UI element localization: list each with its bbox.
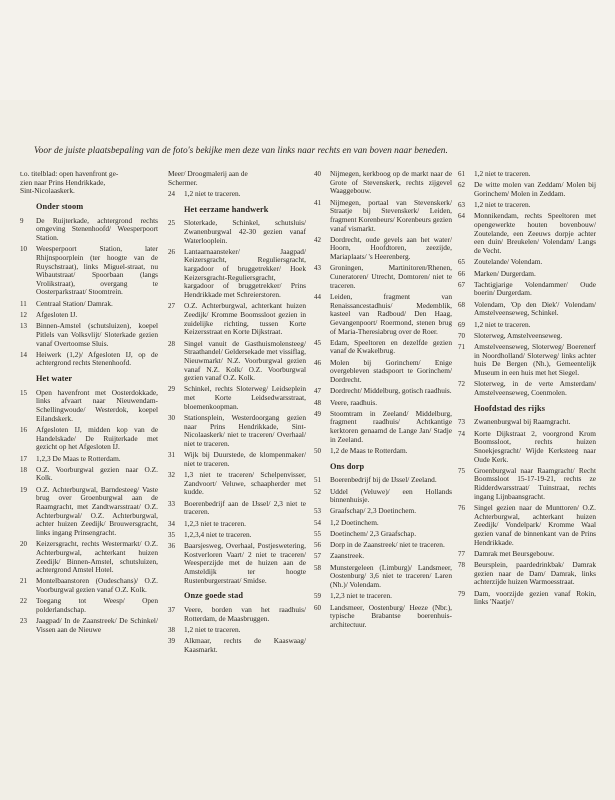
caption-text: Dorp in de Zaanstreek/ niet te traceren. [330,540,445,550]
caption-entry [314,530,452,539]
page-number: 16 [20,425,27,434]
page-number: 47 [314,387,321,396]
top-blank-margin [0,0,615,100]
caption-text: Alkmaar, rechts de Kaaswaag/ Kaasmarkt. [184,636,306,654]
caption-text: Lantaarnaansteker/ Jaagpad/ Keizersgracht, Reguliersgracht, kargadoor of bruggetrekker/ Hoek Keizersgracht-Reguliersgracht, kargadoor of bruggetrekker/ Prins Hendrikkade met Schreierstoren. [184,246,306,300]
caption-text: Veere, raadhuis. [330,397,378,407]
caption-entry [458,504,596,547]
caption-entry [458,201,596,210]
caption-line: Schermer. [168,177,198,187]
caption-entry [20,617,158,634]
page-number: 62 [458,181,465,190]
page-number: 20 [20,540,27,549]
page-number: 29 [168,385,175,394]
caption-text: Singel gezien naar de Munttoren/ O.Z. Achterburgwal, achterkant huizen Zeedijk/ Vondelpark/ Kromme Waal gezien vanaf de binnenkant van de Prins Hendrikkade. [474,502,596,547]
caption-text: Centraal Station/ Damrak. [36,298,113,308]
caption-entry [20,577,158,594]
page-number: 60 [314,603,321,612]
caption-entry [314,387,452,396]
page-number: 21 [20,577,27,586]
caption-text: Monnikendam, rechts Speeltoren met opengewerkte houten bovenbouw/ Zoutelande, een Zeeuws dorpje achter een duin/ Breukelen/ Volendam/ Langs de Vecht. [474,211,596,256]
caption-text: Damrak met Beursgebouw. [474,548,555,558]
caption-text: Groenburgwal naar Raamgracht/ Recht Boomssloot 15-17-19-21, rechts ze Ridderdwarsstraat/ Tuinstraat, rechts ingang Lijnbaansgracht. [474,465,596,501]
caption-entry [314,592,452,601]
page-number: 79 [458,589,465,598]
page-number: 17 [20,454,27,463]
caption-entry [168,340,306,383]
page-number: 52 [314,487,321,496]
page-number: 45 [314,338,321,347]
page-number: 36 [168,542,175,551]
page-number: 46 [314,358,321,367]
caption-text: Boerenbedrijf aan de IJssel/ 2,3 niet te traceren. [184,498,306,517]
caption-entry [20,466,158,483]
caption-text: Keizersgracht, rechts Westermarkt/ O.Z. Achterburgwal, achterkant huizen Zeedijk/ Binnen-Amstel, schutsluizen, achtergrond Amstel Hotel. [36,539,158,575]
column-2 [168,170,306,657]
caption-text: Zaanstreek. [330,551,365,561]
page-number: 34 [168,519,175,528]
section-heading: Ons dorp [330,461,365,471]
caption-text: Baarsjesweg, Overhaal, Postjeswetering, Kostverloren Vaart/ 2 niet te traceren/ Weesperzijde met de huizen aan de Amsteldijk ter hoogte Rustenburgerstraat/ Smidse. [184,541,306,585]
page-number: 58 [314,563,321,572]
caption-entry [20,389,158,424]
caption-entry [168,385,306,411]
caption-text: Afgesloten IJ. [36,309,78,319]
caption-text: Tachtigjarige Volendammer/ Oude boerin/ Durgerdam. [474,279,596,298]
caption-entry [458,270,596,279]
page-number: 35 [168,530,175,539]
page-number: 48 [314,398,321,407]
caption-entry [314,476,452,485]
caption-entry [458,301,596,318]
caption-text: O.Z. Voorburgwal gezien naar O.Z. Kolk. [36,464,158,483]
caption-text: Weesperpoort Station, later Rhijnspoorplein (ter hoogte van de Ruyschstraat), links Miguel-straat, nu Wibautstraat/ Spoorbaan (langs Vrolikstraat), overgang te Oosterparkstraat/ Stoomtrein. [36,244,158,297]
section-heading: Onze goede stad [184,591,244,601]
caption-text: Graafschap/ 2,3 Doetinchem. [330,506,417,516]
caption-entry [168,414,306,449]
caption-entry [458,550,596,559]
page-number: 55 [314,529,321,538]
caption-entry [458,590,596,607]
page-number: 56 [314,541,321,550]
caption-entry [20,455,158,464]
caption-entry [314,199,452,234]
caption-entry [458,561,596,587]
caption-entry [314,293,452,336]
caption-text: Uddel (Veluwe)/ een Hollands binnenhuisje. [330,486,452,505]
caption-entry [314,410,452,445]
page-number: 59 [314,592,321,601]
page-number: 24 [168,189,175,198]
caption-text: Nijmegen, portaal van Stevenskerk/ Straatje bij Stevenskerk/ Leiden, fragment Korenbeurs/ Korenbeurs gezien vanaf vismarkt. [330,197,452,233]
caption-text: Edam, Speeltoren en dezelfde gezien vanaf de Kwakelbrug. [330,337,452,356]
section-heading: Hoofdstad des rijks [474,403,546,413]
caption-entry [168,531,306,540]
caption-text: 1,2 niet te traceren. [184,624,241,634]
caption-entry [20,597,158,614]
column-3 [314,170,452,632]
page-number: 57 [314,552,321,561]
caption-text: O.Z. Achterburgwal, Barndesteeg/ Vaste brug over Groenburgwal aan de Raamgracht, met Zandtwarsstraat/ O.Z. Achterburgwal/ O.Z. Achterburgwal, achter huizen Zeedijk/ Brouwersgracht, links ingang Prinsengracht. [36,484,158,537]
page-number: 72 [458,380,465,389]
caption-text: Stoomtram in Zeeland/ Middelburg, fragment raadhuis/ Achtkantige kerktoren genaamd de Lange Jan/ Stadje in Zeeland. [330,408,452,444]
page-number: 10 [20,245,27,254]
caption-text: Landsmeer, Oostenburg/ Heeze (Nbr.), typische Brabantse boerenhuis-architectuur. [330,602,452,629]
caption-entry [168,500,306,517]
caption-entry [458,281,596,298]
caption-text: Open havenfront met Oosterdokkade, links afvaart naar Nieuwendam-Schellingwoude/ Westerdok, koepel Eilandskerk. [36,387,158,423]
page-number: 73 [458,418,465,427]
page-number: 15 [20,388,27,397]
caption-text: Dam, voorzijde gezien vanaf Rokin, links 'Naatje'/ [474,588,596,607]
caption-entry [314,488,452,505]
caption-text: 1,2 Doetinchem. [330,517,379,527]
caption-entry [458,258,596,267]
caption-text: Singel vanuit de Gasthuismolensteeg/ Straathandel/ Geldersekade met vissiflag, Nieuwmarkt/ N.Z. Voorburgwal gezien vanaf N.Z. Kolk/ O.Z. Voorburgwal gezien vanaf O.Z. Kolk. [184,338,306,383]
page-number: 61 [458,170,465,178]
caption-entry [168,606,306,623]
caption-entry [168,248,306,300]
caption-entry [168,471,306,497]
caption-entry [168,219,306,245]
caption-entry [314,552,452,561]
caption-entry [314,264,452,290]
caption-entry [314,339,452,356]
column-4 [458,170,596,610]
page-number: 30 [168,413,175,422]
caption-entry [314,564,452,590]
caption-text: Sloterkade, Schinkel, schutsluis/ Zwanenburgwal 42-30 gezien vanaf Waterlooplein. [184,218,306,245]
column-1 [20,170,158,637]
caption-line: Meer/ Droogmalerij aan de [168,169,248,178]
page-number: 40 [314,170,321,178]
page-number: 22 [20,597,27,606]
caption-entry [168,451,306,468]
caption-entry [458,181,596,198]
caption-text: Schinkel, rechts Sloterweg/ Leidseplein met Korte Leidsedwarsstraat, bloemenkoopman. [184,384,306,411]
caption-line: Sint-Nicolaaskerk. [20,186,75,196]
caption-entry [168,302,306,337]
caption-text: Jaagpad/ In de Zaanstreek/ De Schinkel/ Vissen aan de Nieuwe [36,616,158,634]
page-number: 65 [458,258,465,267]
page-number: 44 [314,292,321,301]
section-heading: Het eerzame handwerk [184,204,269,214]
caption-text: Marken/ Durgerdam. [474,268,536,278]
caption-entry [20,486,158,538]
caption-text: Wijk bij Duurstede, de klompenmaker/ niet te traceren. [184,450,306,468]
caption-entry [314,507,452,516]
caption-entry [314,604,452,630]
caption-entry [20,311,158,320]
caption-text: Veere, borden van het raadhuis/ Rotterdam, de Maasbruggen. [184,605,306,623]
caption-line: t.o. titelblad: open havenfront ge- [20,169,119,178]
page-number: 76 [458,503,465,512]
page-number: 69 [458,320,465,329]
caption-entry [314,399,452,408]
page-number: 28 [168,339,175,348]
caption-text: O.Z. Achterburgwal, achterkant huizen Zeedijk/ Kromme Boomssloot gezien in zuidelijke richting, tussen Korte Keizersstraat en Korte Dijkstraat. [184,301,306,337]
caption-continuation [168,170,306,187]
caption-entry [314,541,452,550]
page-number: 27 [168,302,175,311]
page-number: 50 [314,446,321,455]
caption-text: De witte molen van Zeddam/ Molen bij Gorinchem/ Molen in Zeddam. [474,180,596,198]
page-number: 67 [458,280,465,289]
caption-text: Nijmegen, kerkboog op de markt naar de Grote of Stevenskerk, rechts zijgevel Waaggebouw. [330,169,452,196]
page-number: 33 [168,499,175,508]
caption-text: 1,2,3 De Maas te Rotterdam. [36,453,121,463]
page-number: 51 [314,476,321,485]
caption-text: Dordrecht, oude gevels aan het water/ Hoorn, Hoofdtoren, zeezijde, Mariaplaats/ 's Heerenberg. [330,234,452,262]
caption-entry [20,217,158,243]
caption-entry [20,426,158,452]
page-number: 12 [20,310,27,319]
caption-entry [314,519,452,528]
page-number: 71 [458,343,465,352]
caption-text: Leiden, fragment van Renaissancestadhuis/ Medemblik, kasteel van Radboud/ Den Haag, Gevangenpoort/ Roermond, stenen brug of Maria-Theresiabrug over de Roer. [330,291,452,336]
caption-text: Doetinchem/ 2,3 Graafschap. [330,528,417,538]
caption-text: Munstergeleen (Limburg)/ Landsmeer, Oostenburg/ 3,6 niet te traceren/ Laren (Nh.)/ Volendam. [330,562,452,589]
page-number: 49 [314,409,321,418]
caption-entry [314,359,452,385]
page-number: 66 [458,269,465,278]
caption-text: Amstelveenseweg, Sloterweg/ Boerenerf in Noordholland/ Sloterweg/ links achter huis De Bergen (Nh.), Gemeentelijk Museum in een huis met het Siegel. [474,342,596,378]
page-number: 41 [314,198,321,207]
caption-entry [458,430,596,465]
caption-entry [168,637,306,654]
caption-line: zien naar Prins Hendrikkade, [20,177,106,187]
page-number: 77 [458,549,465,558]
caption-text: Afgesloten IJ, midden kop van de Handelskade/ De Ruijterkade met gezicht op het Afgesloten IJ. [36,424,158,452]
caption-entry [20,540,158,575]
caption-entry [168,542,306,585]
intro-text: Voor de juiste plaatsbepaling van de foto's bekijke men deze van links naar rechts en van boven naar beneden. [34,146,448,156]
page-number: 54 [314,518,321,527]
page-number: 26 [168,247,175,256]
caption-text: 1,3 niet te traceren/ Schelpenvisser, Zandvoort/ Veluwe, schaapherder met kudde. [184,470,306,497]
caption-entry [20,322,158,348]
caption-entry [20,300,158,309]
caption-text: Korte Dijkstraat 2, voorgrond Krom Boomssloot, rechts huizen Snoekjesgracht/ Wijde Kerksteeg naar Oude Kerk. [474,428,596,464]
caption-entry [168,626,306,635]
caption-entry [314,236,452,262]
page-number: 38 [168,625,175,634]
page-number: 31 [168,451,175,460]
section-heading: Onder stoom [36,201,84,211]
page-number: 78 [458,561,465,570]
caption-text: Dordrecht/ Middelburg, gotisch raadhuis. [330,386,452,396]
section-heading: Het water [36,374,73,384]
page-number: 19 [20,485,27,494]
caption-entry [458,418,596,427]
page-number: 25 [168,219,175,228]
caption-entry [458,332,596,341]
caption-entry [314,170,452,196]
page-number: 70 [458,331,465,340]
caption-text: Volendam, 'Op den Diek'/ Volendam/ Amstelveenseweg, Schinkel. [474,299,596,318]
page-number: 74 [458,429,465,438]
caption-text: Boerenbedrijf bij de IJssel/ Zeeland. [330,475,437,485]
caption-text: De Ruijterkade, achtergrond rechts omgeving Stenenhoofd/ Weesperpoort Station. [36,215,158,242]
caption-text: 1,2 niet te traceren. [474,169,531,178]
caption-continuation [20,170,158,196]
caption-entry [20,245,158,297]
caption-text: Toegang tot Weesp/ Open polderlandschap. [36,596,158,614]
caption-text: Groningen, Martinitoren/Rhenen, Cuneratoren/ Utrecht, Domtoren/ niet te traceren. [330,263,452,290]
caption-text: Stationsplein, Westerdoorgang gezien naar Prins Hendrikkade, Sint-Nicolaaskerk/ niet te traceren/ Overhaal/ niet te traceren. [184,412,306,448]
caption-text: 1,2,3 niet te traceren. [330,591,392,601]
caption-text: Zoutelande/ Volendam. [474,257,543,267]
caption-entry [314,447,452,456]
page-number: 9 [20,216,24,225]
page-number: 39 [168,637,175,646]
caption-entry [168,190,306,199]
caption-entry [458,170,596,179]
caption-text: Beursplein, paardedrinkbak/ Damrak gezien naar de Dam/ Damrak, links achterzijde huizen Warmoesstraat. [474,560,596,587]
caption-text: Heiwerk (1,2)/ Afgesloten IJ, op de achtergrond rechts Stenenhoofd. [36,349,158,368]
page-number: 23 [20,617,27,626]
page-number: 11 [20,299,27,308]
caption-text: Binnen-Amstel (schutsluizen), koepel Pitlels van Volksvlijt/ Sloterkade gezien vanaf Overtoomse Sluis. [36,321,158,348]
page-number: 13 [20,322,27,331]
caption-text: Molen bij Gorinchem/ Enige overgebleven stadspoort te Gorinchem/ Dordrecht. [330,357,452,384]
page-number: 18 [20,465,27,474]
page-number: 53 [314,507,321,516]
page-number: 14 [20,350,27,359]
page-number: 75 [458,466,465,475]
caption-text: Zwanenburgwal bij Raamgracht. [474,417,571,427]
caption-entry [458,380,596,397]
caption-text: 1,2 niet te traceren. [474,200,531,210]
caption-text: 1,2 niet te traceren. [184,188,241,198]
page-number: 37 [168,606,175,614]
caption-entry [458,212,596,255]
caption-entry [458,467,596,502]
page-number: 63 [458,201,465,210]
page-number: 42 [314,235,321,244]
page-number: 68 [458,300,465,309]
caption-text: Sloterweg, in de verte Amsterdam/ Amstelveenseweg, Coenmolen. [474,379,596,397]
caption-entry [20,351,158,368]
caption-entry [168,520,306,529]
caption-text: 1,2,3 niet te traceren. [184,518,246,528]
caption-entry [458,343,596,378]
caption-text: Sloterweg, Amstelveenseweg. [474,330,563,340]
page-number: 32 [168,471,175,480]
caption-text: 1,2,3,4 niet te traceren. [184,529,252,539]
page-number: 64 [458,212,465,221]
caption-entry [458,321,596,330]
caption-text: 1,2 de Maas te Rotterdam. [330,445,408,455]
page-number: 43 [314,264,321,273]
caption-text: Montelbaanstoren (Oudeschans)/ O.Z. Voorburgwal gezien vanaf O.Z. Kolk. [36,576,158,595]
caption-text: 1,2 niet te traceren. [474,319,531,329]
